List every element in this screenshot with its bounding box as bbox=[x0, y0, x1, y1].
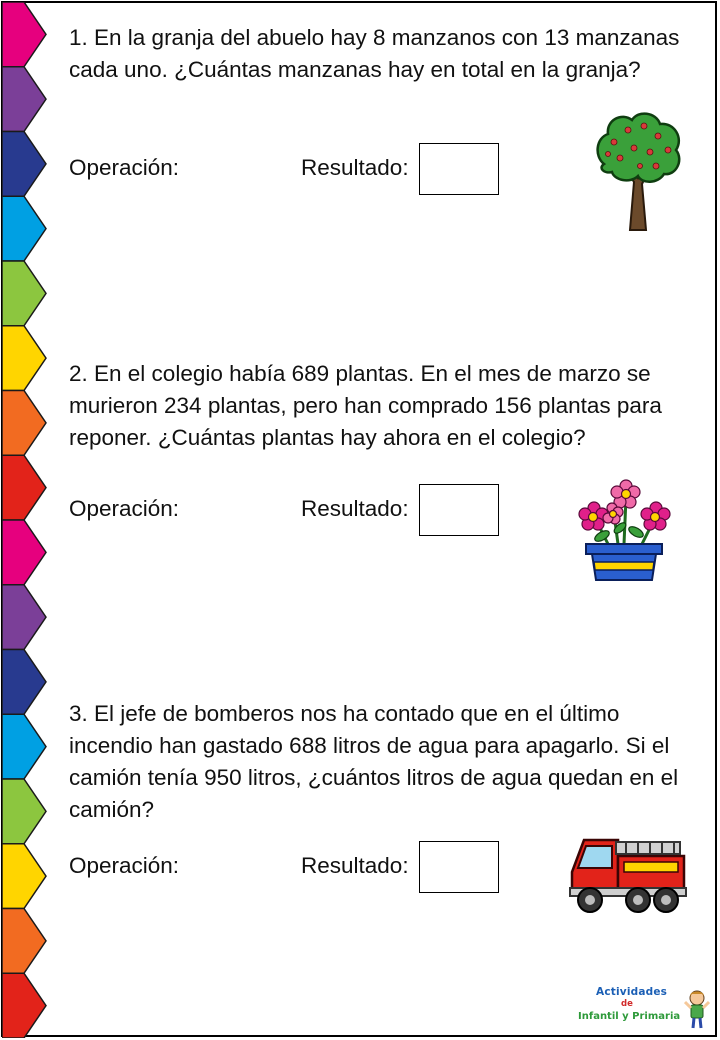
result-label: Resultado: bbox=[301, 155, 409, 180]
logo-line-3: Infantil y Primaria bbox=[578, 1011, 681, 1022]
ribbon-segment bbox=[2, 844, 46, 909]
result-box[interactable] bbox=[419, 841, 499, 893]
problem-2-answer-row bbox=[69, 484, 509, 538]
ribbon-segment bbox=[2, 779, 46, 844]
ribbon-segment bbox=[2, 2, 46, 67]
ribbon-segment bbox=[2, 326, 46, 391]
problem-1-answer-row bbox=[69, 143, 509, 197]
color-ribbon bbox=[2, 2, 52, 1038]
ribbon-segment bbox=[2, 261, 46, 326]
result-box[interactable] bbox=[419, 143, 499, 195]
ribbon-segment bbox=[2, 132, 46, 197]
ribbon-segment bbox=[2, 973, 46, 1038]
fire-truck-icon bbox=[568, 832, 690, 918]
logo-line-2: de bbox=[621, 999, 633, 1009]
problem-2-text: 2. En el colegio había 689 plantas. En el mes de marzo se murieron 234 plantas, pero han comprado 156 plantas para reponer. ¿Cuántas plantas hay ahora en el colegio? bbox=[69, 361, 662, 450]
ribbon-segment bbox=[2, 650, 46, 715]
problem-3-text: 3. El jefe de bomberos nos ha contado que en el último incendio han gastado 688 litros de agua para apagarlo. Si el camión tenía 950 litros, ¿cuántos litros de agua quedan en el camión? bbox=[69, 701, 679, 822]
ribbon-segment bbox=[2, 714, 46, 779]
ribbon-segment bbox=[2, 391, 46, 456]
problem-2 bbox=[69, 358, 689, 454]
result-label: Resultado: bbox=[301, 496, 409, 521]
operation-label: Operación: bbox=[69, 853, 180, 878]
flower-pot-icon bbox=[572, 478, 676, 586]
ribbon-segment bbox=[2, 520, 46, 585]
ribbon-segment bbox=[2, 455, 46, 520]
operation-label: Operación: bbox=[69, 496, 180, 521]
ribbon-segment bbox=[2, 67, 46, 132]
ribbon-segment bbox=[2, 585, 46, 650]
problem-3-answer-row bbox=[69, 841, 509, 895]
problem-1-text: 1. En la granja del abuelo hay 8 manzanos con 13 manzanas cada uno. ¿Cuántas manzanas hay en total en la granja? bbox=[69, 25, 680, 82]
result-box[interactable] bbox=[419, 484, 499, 536]
ribbon-segment bbox=[2, 196, 46, 261]
operation-label: Operación: bbox=[69, 155, 180, 180]
logo-line-1: Actividades bbox=[596, 986, 668, 998]
problem-1 bbox=[69, 22, 689, 86]
publisher-logo bbox=[578, 980, 714, 1032]
child-mascot-icon bbox=[684, 988, 710, 1030]
apple-tree-icon bbox=[592, 108, 684, 232]
result-label: Resultado: bbox=[301, 853, 409, 878]
ribbon-segment bbox=[2, 909, 46, 974]
problem-3 bbox=[69, 698, 689, 826]
